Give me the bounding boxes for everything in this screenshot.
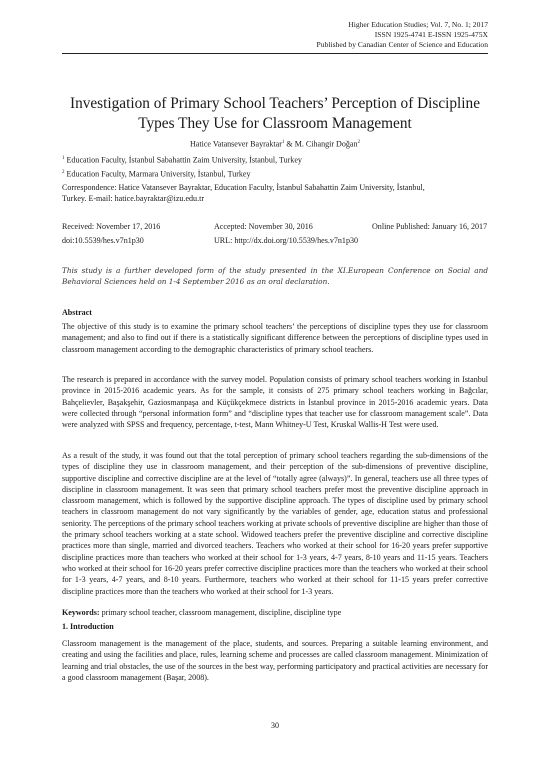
affiliation-2-text: Education Faculty, Marmara University, İstanbul, Turkey [66,169,251,179]
introduction-heading: 1. Introduction [62,622,114,631]
correspondence-line-2: Turkey. E-mail: hatice.bayraktar@izu.edu.tr [62,194,204,203]
published-date: Online Published: January 16, 2017 [372,222,488,231]
header-divider [62,53,488,54]
author-1-affiliation-mark: 1 [281,140,285,145]
url-link[interactable]: URL: http://dx.doi.org/10.5539/hes.v7n1p30 [214,236,359,245]
article-dates [62,221,488,232]
affiliation-1 [62,153,488,166]
keywords-text: primary school teacher, classroom management, discipline, discipline type [99,608,342,617]
presentation-note: This study is a further developed form of the study presented in the XI.European Conference on Social and Behavioral Sciences held on 1-4 September 2016 as an oral declaration. [62,266,488,287]
received-date: Received: November 17, 2016 [62,222,161,231]
article-title: Investigation of Primary School Teachers’ Perception of Discipline Types They Use for Classroom Management [70,95,480,132]
keywords-label: Keywords: [62,608,100,617]
journal-volume: Higher Education Studies; Vol. 7, No. 1; 2017 [348,20,488,29]
affiliation-1-text: Education Faculty, İstanbul Sabahattin Zaim University, İstanbul, Turkey [66,155,302,165]
journal-publisher: Published by Canadian Center of Science and Education [316,40,488,50]
journal-header [317,20,488,51]
accepted-date: Accepted: November 30, 2016 [214,222,313,231]
journal-issn: ISSN 1925-4741 E-ISSN 1925-475X [374,30,488,40]
correspondence-line-1: Correspondence: Hatice Vatansever Bayraktar, Education Faculty, İstanbul Sabahattin Zaim University, İstanbul, [62,183,425,192]
doi-text: doi:10.5539/hes.v7n1p30 [62,236,144,245]
page-number: 30 [271,721,279,730]
introduction-paragraph-1: Classroom management is the management of the place, students, and sources. Preparing a suitable learning environment, and creating and using the facilities and place, rules, learning scheme and processes are called classroom management. Minimization of learning and trial obstacles, the use of the sources in the best way, performing participatory and practical activities are necessary for a good classroom management (Başar, 2008). [62,639,488,682]
abstract-paragraph-1: The objective of this study is to examine the primary school teachers’ the perceptions of discipline types they use for classroom management; and also to find out if there is a statistically significant difference between the perceptions of discipline types used in classroom management according to the demographic characteristics of primary school teachers. [62,322,488,354]
author-2-affiliation-mark: 2 [357,140,360,145]
author-line [62,137,488,150]
affiliation-2 [62,167,488,180]
abstract-paragraph-2: The research is prepared in accordance with the survey model. Population consists of primary school teachers working in Istanbul province in 2015-2016 academic years. As for the sample, it consists of 275 primary school teachers working in Bağcılar, Bahçelievler, Başakşehir, Gaziosmanpaşa and Küçükçekmece districts in İstanbul province in 2015-2016 academic years. Data were collected through “personal information form” and “discipline types that teacher use for classroom management scale”. Data were analyzed with SPSS and frequency, percentage, t-test, Mann Whitney-U Test, Kruskal Wallis-H Test were used. [62,375,488,430]
author-separator: & [284,139,295,149]
author-2: M. Cihangir Doğan [294,139,358,149]
author-1: Hatice Vatansever Bayraktar [189,139,282,149]
affiliation-2-number: 2 [62,170,65,175]
article-identifiers [62,235,488,246]
affiliation-1-number: 1 [62,156,65,161]
abstract-heading: Abstract [62,308,92,317]
keywords-line [62,607,488,618]
abstract-paragraph-3: As a result of the study, it was found out that the total perception of primary school teachers regarding the sub-dimensions of the types of discipline they use in classroom management, and their perception of the sub-dimensions of preventive discipline, supportive discipline and corrective discipline are at the level of “totally agree (always)”. In general, teachers use all three types of discipline in classroom management. It was seen that primary school teachers prefer most the preventive discipline approach in classroom management, which is followed by the supportive discipline approach. The types of discipline used by primary school teachers in classroom management do not vary significantly by the variables of gender, age, education status and professional seniority. The perceptions of the primary school teachers working at private schools of preventive discipline are higher than those of the primary school teachers working at a state school. Widowed teachers prefer the preventive discipline and corrective discipline practices more than single, married and divorced teachers. Teachers who worked at their school for 16-20 years prefer supportive discipline practices more than teachers who worked at their school for 1-3 years, 4-7 years, 8-10 years and 11-15 years. Teachers who worked at their school for 16-20 years prefer corrective discipline practices more than the teachers who worked at their school for 1-3 years, 4-7 years, and 8-10 years. Furthermore, teachers who worked at their school for 11-15 years prefer corrective discipline practices more than the teachers who worked at their school for 1-3 years. [62,451,488,596]
